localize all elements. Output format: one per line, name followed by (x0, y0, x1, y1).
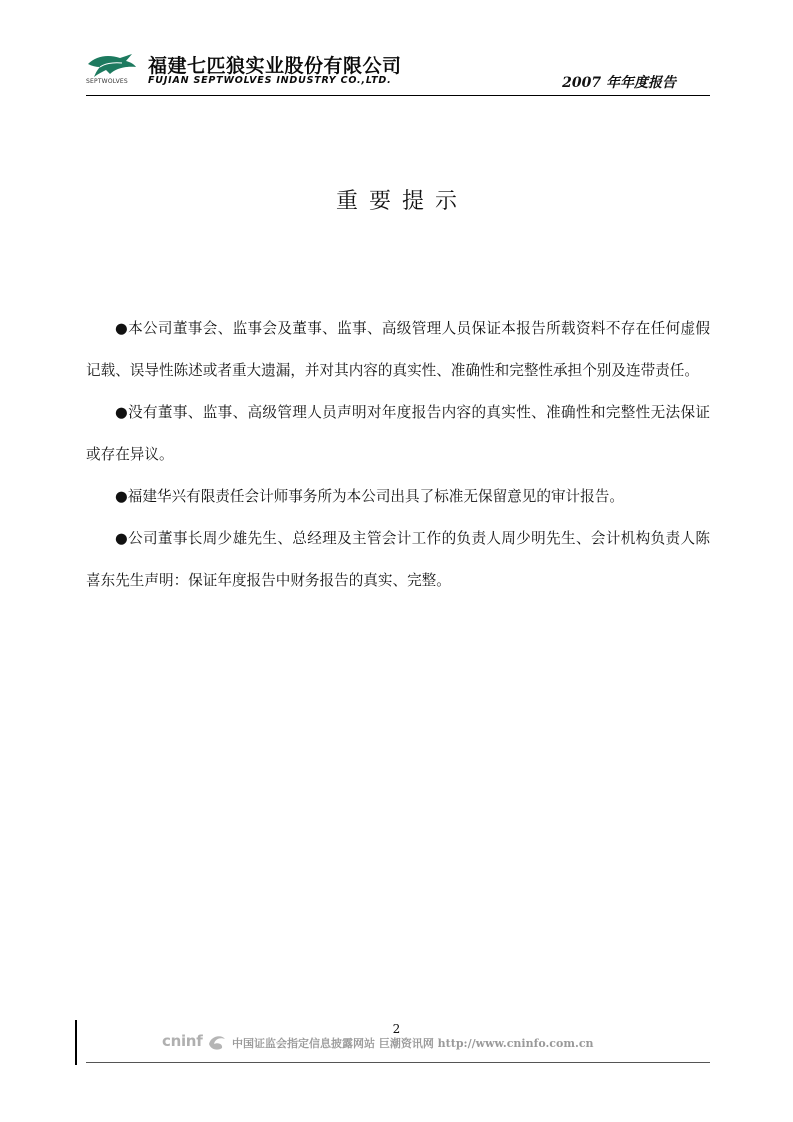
notice-paragraph: ●福建华兴有限责任会计师事务所为本公司出具了标准无保留意见的审计报告。 (115, 488, 624, 505)
logo-subtext: SEPTWOLVES (86, 78, 128, 85)
header-divider (86, 95, 710, 96)
company-name-cn: 福建七匹狼实业股份有限公司 (148, 55, 402, 77)
footer-divider (86, 1062, 710, 1063)
notice-content (86, 308, 710, 602)
page-header (86, 48, 710, 96)
page-title: 重要提示 (335, 189, 468, 214)
report-title: 2007 年年度报告 (562, 75, 676, 91)
page-footer (162, 1032, 622, 1056)
notice-paragraph: ●公司董事长周少雄先生、总经理及主管会计工作的负责人周少明先生、会计机构负责人陈喜东先生声明：保证年度报告中财务报告的真实、完整。 (86, 530, 710, 589)
notice-paragraph: ●本公司董事会、监事会及董事、监事、高级管理人员保证本报告所载资料不存在任何虚假记载、误导性陈述或者重大遗漏，并对其内容的真实性、准确性和完整性承担个别及连带责任。 (86, 320, 710, 379)
notice-paragraph: ●没有董事、监事、高级管理人员声明对年度报告内容的真实性、准确性和完整性无法保证或存在异议。 (86, 404, 710, 463)
footer-site-text: 中国证监会指定信息披露网站 巨潮资讯网 http://www.cninfo.com.cn (232, 1037, 594, 1050)
company-name-en: FUJIAN SEPTWOLVES INDUSTRY CO.,LTD. (148, 75, 392, 86)
cninfo-swirl-icon (206, 1032, 228, 1052)
page-number: 2 (392, 1022, 401, 1036)
cninfo-logo-text: cninf (162, 1032, 203, 1050)
